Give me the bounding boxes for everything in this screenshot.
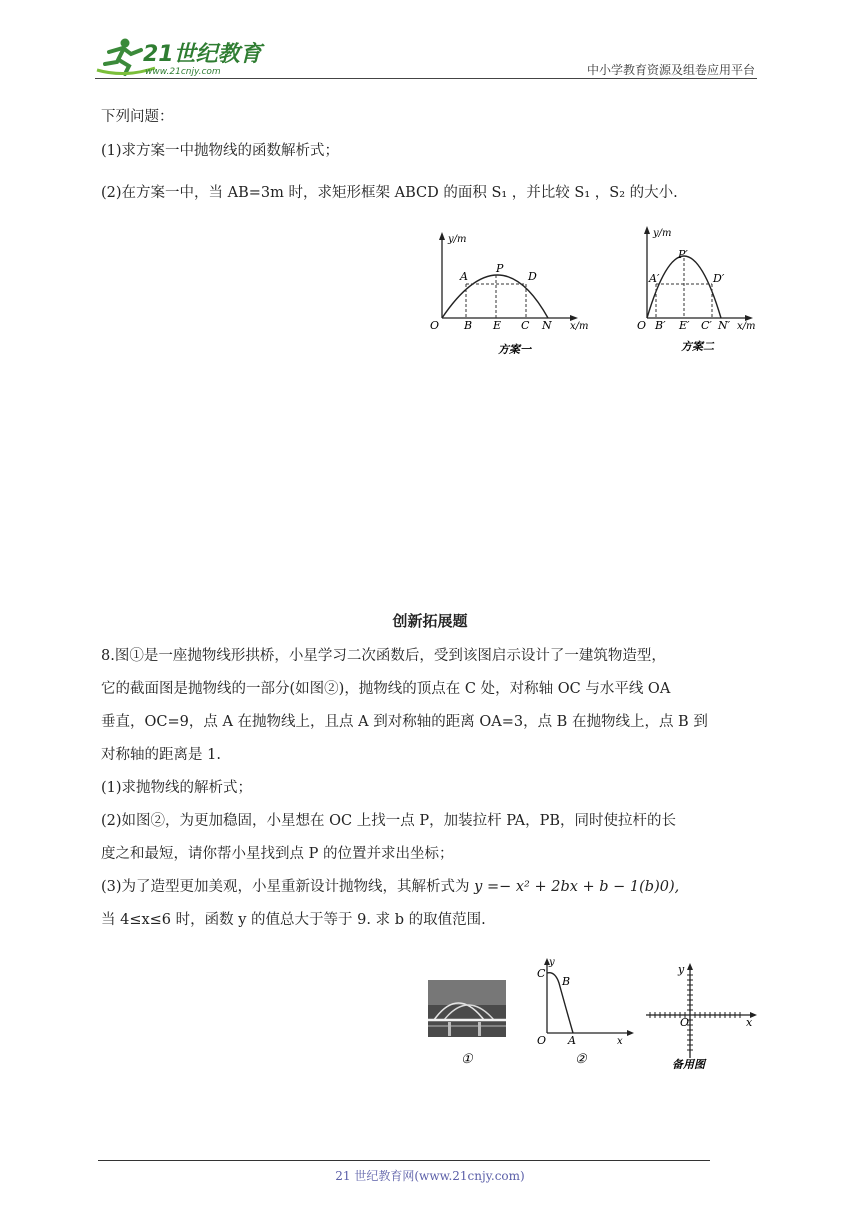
fig1-caption: 方案一 bbox=[498, 343, 531, 356]
graph-point-c: C bbox=[537, 967, 546, 980]
q8-part3-line-2: 当 4≤x≤6 时，函数 y 的值总大于等于 9. 求 b 的取值范围. bbox=[101, 912, 486, 928]
q8-part1: (1)求抛物线的解析式； bbox=[101, 780, 253, 796]
graph-point-a: A bbox=[568, 1034, 576, 1047]
q8-part2-line-2: 度之和最短，请你帮小星找到点 P 的位置并求出坐标； bbox=[101, 846, 454, 862]
figure-spare-axes bbox=[642, 958, 767, 1077]
fig2-point-n: N′ bbox=[718, 319, 731, 332]
q8-part3-formula: y =− x² + 2bx + b − 1(b)0), bbox=[474, 879, 680, 895]
fig2-point-d: D′ bbox=[713, 272, 725, 285]
fig2-point-e: E′ bbox=[679, 319, 690, 332]
footer-text: 21 世纪教育网(www.21cnjy.com) bbox=[335, 1169, 525, 1183]
figure-plan-one bbox=[420, 228, 600, 362]
spare-caption: 备用图 bbox=[672, 1058, 705, 1071]
fig2-point-p: P′ bbox=[678, 248, 688, 261]
q8-part3-prefix: (3)为了造型更加美观，小星重新设计抛物线，其解析式为 bbox=[101, 879, 475, 895]
figure-bridge-photo bbox=[428, 980, 508, 1074]
header-platform-text: 中小学教育资源及组卷应用平台 bbox=[586, 63, 755, 77]
graph-caption: ② bbox=[575, 1052, 587, 1067]
spare-x-label: x bbox=[746, 1016, 753, 1029]
q8-stem-line-3: 垂直，OC=9，点 A 在抛物线上，且点 A 到对称轴的距离 OA=3，点 B 在抛物线上，点 B 到 bbox=[101, 714, 708, 730]
q7-part1: (1)求方案一中抛物线的函数解析式； bbox=[101, 143, 340, 159]
spare-y-label: y bbox=[678, 963, 685, 976]
q8-stem-line-1: 8.图①是一座抛物线形拱桥，小星学习二次函数后，受到该图启示设计了一建筑物造型， bbox=[101, 648, 666, 664]
graph-y-label: y bbox=[549, 957, 555, 968]
fig2-point-a: A′ bbox=[649, 272, 660, 285]
q8-part2-line-1: (2)如图②，为更加稳固，小星想在 OC 上找一点 P，加装拉杆 PA，PB，同时使拉杆的长 bbox=[101, 813, 677, 829]
fig1-point-e: E bbox=[493, 319, 502, 332]
fig2-caption: 方案二 bbox=[681, 340, 714, 353]
graph-x-label: x bbox=[617, 1036, 623, 1047]
q7-intro: 下列问题： bbox=[101, 109, 174, 125]
logo-url: www.21cnjy.com bbox=[145, 67, 221, 77]
fig2-x-label: x/m bbox=[737, 321, 756, 332]
graph-point-o: O bbox=[537, 1034, 547, 1047]
fig1-point-p: P bbox=[496, 262, 504, 275]
spare-origin-label: O bbox=[680, 1016, 690, 1029]
fig1-x-label: x/m bbox=[570, 321, 589, 332]
q8-stem-line-4: 对称轴的距离是 1. bbox=[101, 747, 221, 763]
figure-plan-two bbox=[625, 222, 765, 361]
fig2-point-b: B′ bbox=[655, 319, 666, 332]
graph-point-b: B bbox=[562, 975, 571, 988]
fig2-point-o: O bbox=[637, 319, 647, 332]
fig1-point-a: A bbox=[460, 270, 468, 283]
fig1-point-o: O bbox=[430, 319, 440, 332]
fig1-y-label: y/m bbox=[448, 234, 467, 245]
q7-part2: (2)在方案一中，当 AB=3m 时，求矩形框架 ABCD 的面积 S₁ ，并比较 S₁ ，S₂ 的大小. bbox=[101, 185, 678, 201]
section-title: 创新拓展题 bbox=[392, 612, 468, 630]
footer-divider bbox=[98, 1160, 710, 1161]
fig1-point-n: N bbox=[542, 319, 552, 332]
fig2-point-c: C′ bbox=[701, 319, 712, 332]
header-divider bbox=[95, 78, 757, 79]
site-logo bbox=[95, 34, 265, 78]
photo-caption: ① bbox=[461, 1052, 473, 1067]
fig1-point-d: D bbox=[528, 270, 537, 283]
q8-stem-line-2: 它的截面图是抛物线的一部分(如图②)，抛物线的顶点在 C 处，对称轴 OC 与水平线 OA bbox=[101, 681, 671, 697]
figure-parabola-graph bbox=[535, 955, 645, 1074]
fig2-y-label: y/m bbox=[653, 228, 672, 239]
logo-text: 21世纪教育 bbox=[143, 42, 262, 67]
fig1-point-c: C bbox=[521, 319, 530, 332]
fig1-point-b: B bbox=[464, 319, 473, 332]
q8-part3-line-1 bbox=[101, 871, 761, 904]
q8-stem bbox=[101, 640, 761, 937]
